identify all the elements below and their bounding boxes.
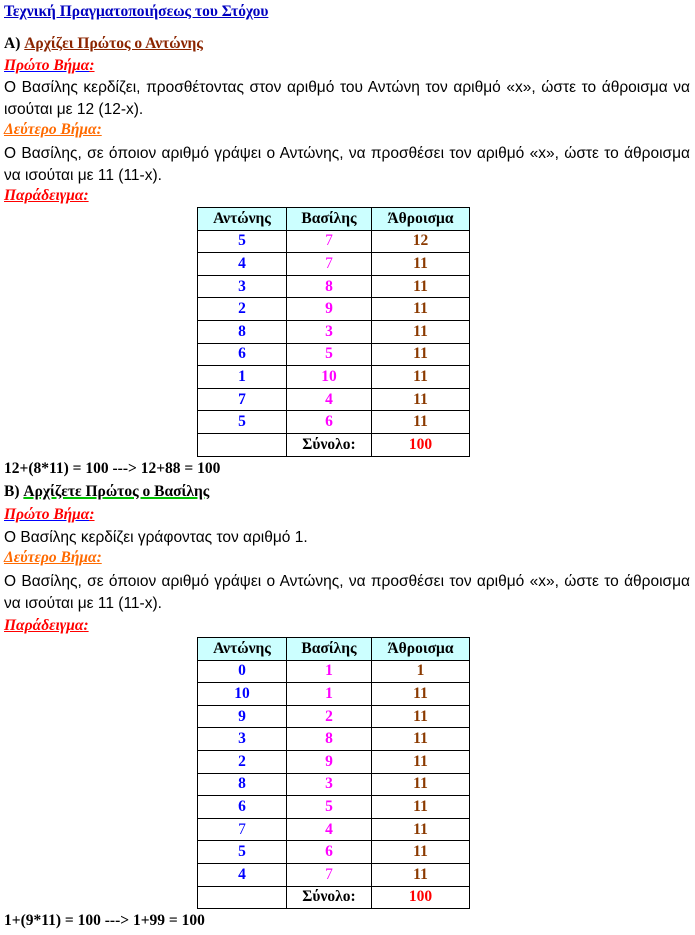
- table-row: [198, 683, 470, 706]
- section-b-prefix: B): [4, 483, 24, 500]
- cell-vasilis: 7: [287, 253, 372, 276]
- col-header-vasilis: Βασίλης: [287, 638, 372, 661]
- section-a-title: Αρχίζει Πρώτος ο Αντώνης: [24, 35, 203, 52]
- section-b-step1-text: Ο Βασίλης κερδίζει γράφοντας τον αριθμό 1.: [4, 529, 308, 546]
- cell-sum: 11: [372, 796, 470, 819]
- empty-cell: [198, 433, 287, 456]
- cell-vasilis: 9: [287, 750, 372, 773]
- col-header-vasilis: Βασίλης: [287, 208, 372, 231]
- table-row: [198, 366, 470, 389]
- formula-b: 1+(9*11) = 100 ---> 1+99 = 100: [4, 912, 205, 929]
- cell-vasilis: 4: [287, 388, 372, 411]
- cell-sum: 11: [372, 343, 470, 366]
- cell-antonis: 3: [198, 728, 287, 751]
- cell-vasilis: 8: [287, 275, 372, 298]
- col-header-antonis: Αντώνης: [198, 208, 287, 231]
- cell-antonis: 8: [198, 320, 287, 343]
- table-row: [198, 411, 470, 434]
- cell-vasilis: 7: [287, 230, 372, 253]
- formula-a: 12+(8*11) = 100 ---> 12+88 = 100: [4, 460, 221, 477]
- cell-vasilis: 8: [287, 728, 372, 751]
- cell-vasilis: 1: [287, 660, 372, 683]
- cell-antonis: 4: [198, 253, 287, 276]
- cell-vasilis: 3: [287, 320, 372, 343]
- cell-antonis: 7: [198, 388, 287, 411]
- cell-vasilis: 4: [287, 818, 372, 841]
- cell-antonis: 5: [198, 230, 287, 253]
- col-header-sum: Άθροισμα: [372, 208, 470, 231]
- page-title: Τεχνική Πραγματοποιήσεως του Στόχου: [4, 3, 269, 20]
- section-a-step2-text: Ο Βασίλης, σε όποιον αριθμό γράψει ο Αντώνης, να προσθέσει τον αριθμό «x», ώστε το άθροισμα να ισούται με 11 (11-x).: [4, 145, 690, 184]
- table-row: [198, 298, 470, 321]
- table-row: [198, 750, 470, 773]
- table-row: [198, 230, 470, 253]
- cell-antonis: 5: [198, 411, 287, 434]
- cell-sum: 11: [372, 411, 470, 434]
- table-header-row: [198, 638, 470, 661]
- cell-vasilis: 5: [287, 796, 372, 819]
- cell-sum: 11: [372, 728, 470, 751]
- table-row: [198, 660, 470, 683]
- section-b-title: Αρχίζετε Πρώτος ο Βασίλης: [23, 483, 210, 500]
- cell-sum: 11: [372, 253, 470, 276]
- section-a-prefix: A): [4, 35, 25, 52]
- table-row: [198, 728, 470, 751]
- cell-vasilis: 1: [287, 683, 372, 706]
- cell-vasilis: 6: [287, 841, 372, 864]
- cell-sum: 11: [372, 298, 470, 321]
- section-b-example-label: Παράδειγμα:: [4, 617, 89, 634]
- table-row: [198, 253, 470, 276]
- table-row: [198, 343, 470, 366]
- total-label: Σύνολο:: [287, 886, 372, 909]
- example-table-a: [197, 207, 470, 457]
- col-header-sum: Άθροισμα: [372, 638, 470, 661]
- cell-sum: 11: [372, 705, 470, 728]
- table-row: [198, 320, 470, 343]
- cell-sum: 11: [372, 863, 470, 886]
- cell-antonis: 4: [198, 863, 287, 886]
- section-b-step2-text: Ο Βασίλης, σε όποιον αριθμό γράψει ο Αντώνης, να προσθέσει τον αριθμό «x», ώστε το άθροισμα να ισούται με 11 (11-x).: [4, 573, 690, 612]
- total-value: 100: [372, 433, 470, 456]
- cell-vasilis: 5: [287, 343, 372, 366]
- cell-antonis: 5: [198, 841, 287, 864]
- table-total-row: [198, 433, 470, 456]
- table-row: [198, 773, 470, 796]
- table-row: [198, 796, 470, 819]
- cell-antonis: 3: [198, 275, 287, 298]
- cell-antonis: 7: [198, 818, 287, 841]
- cell-antonis: 2: [198, 750, 287, 773]
- cell-vasilis: 7: [287, 863, 372, 886]
- cell-vasilis: 2: [287, 705, 372, 728]
- cell-sum: 1: [372, 660, 470, 683]
- cell-sum: 11: [372, 683, 470, 706]
- total-value: 100: [372, 886, 470, 909]
- table-total-row: [198, 886, 470, 909]
- cell-sum: 11: [372, 275, 470, 298]
- cell-sum: 11: [372, 750, 470, 773]
- section-b-step1-label: Πρώτο Βήμα:: [4, 506, 95, 523]
- cell-antonis: 2: [198, 298, 287, 321]
- section-a-example-label: Παράδειγμα:: [4, 187, 89, 204]
- cell-antonis: 6: [198, 796, 287, 819]
- table-row: [198, 841, 470, 864]
- section-a-heading: [4, 35, 203, 53]
- cell-antonis: 8: [198, 773, 287, 796]
- cell-sum: 11: [372, 818, 470, 841]
- table-header-row: [198, 208, 470, 231]
- section-b-heading: [4, 483, 209, 501]
- table-row: [198, 388, 470, 411]
- section-a-step2-label: Δεύτερο Βήμα:: [4, 121, 102, 138]
- cell-sum: 12: [372, 230, 470, 253]
- col-header-antonis: Αντώνης: [198, 638, 287, 661]
- section-a-step1-text: Ο Βασίλης κερδίζει, προσθέτοντας στον αριθμό του Αντώνη τον αριθμό «x», ώστε το άθροισμα να ισούται με 12 (12-x).: [4, 79, 690, 118]
- example-table-b: [197, 637, 470, 909]
- cell-antonis: 9: [198, 705, 287, 728]
- cell-sum: 11: [372, 388, 470, 411]
- cell-sum: 11: [372, 366, 470, 389]
- cell-antonis: 10: [198, 683, 287, 706]
- cell-antonis: 6: [198, 343, 287, 366]
- table-row: [198, 705, 470, 728]
- table-row: [198, 818, 470, 841]
- section-a-step1-label: Πρώτο Βήμα:: [4, 57, 95, 74]
- section-b-step2-label: Δεύτερο Βήμα:: [4, 549, 102, 566]
- cell-antonis: 1: [198, 366, 287, 389]
- total-label: Σύνολο:: [287, 433, 372, 456]
- table-row: [198, 863, 470, 886]
- cell-vasilis: 6: [287, 411, 372, 434]
- cell-antonis: 0: [198, 660, 287, 683]
- table-row: [198, 275, 470, 298]
- cell-vasilis: 10: [287, 366, 372, 389]
- cell-sum: 11: [372, 841, 470, 864]
- empty-cell: [198, 886, 287, 909]
- cell-vasilis: 9: [287, 298, 372, 321]
- cell-sum: 11: [372, 773, 470, 796]
- cell-sum: 11: [372, 320, 470, 343]
- cell-vasilis: 3: [287, 773, 372, 796]
